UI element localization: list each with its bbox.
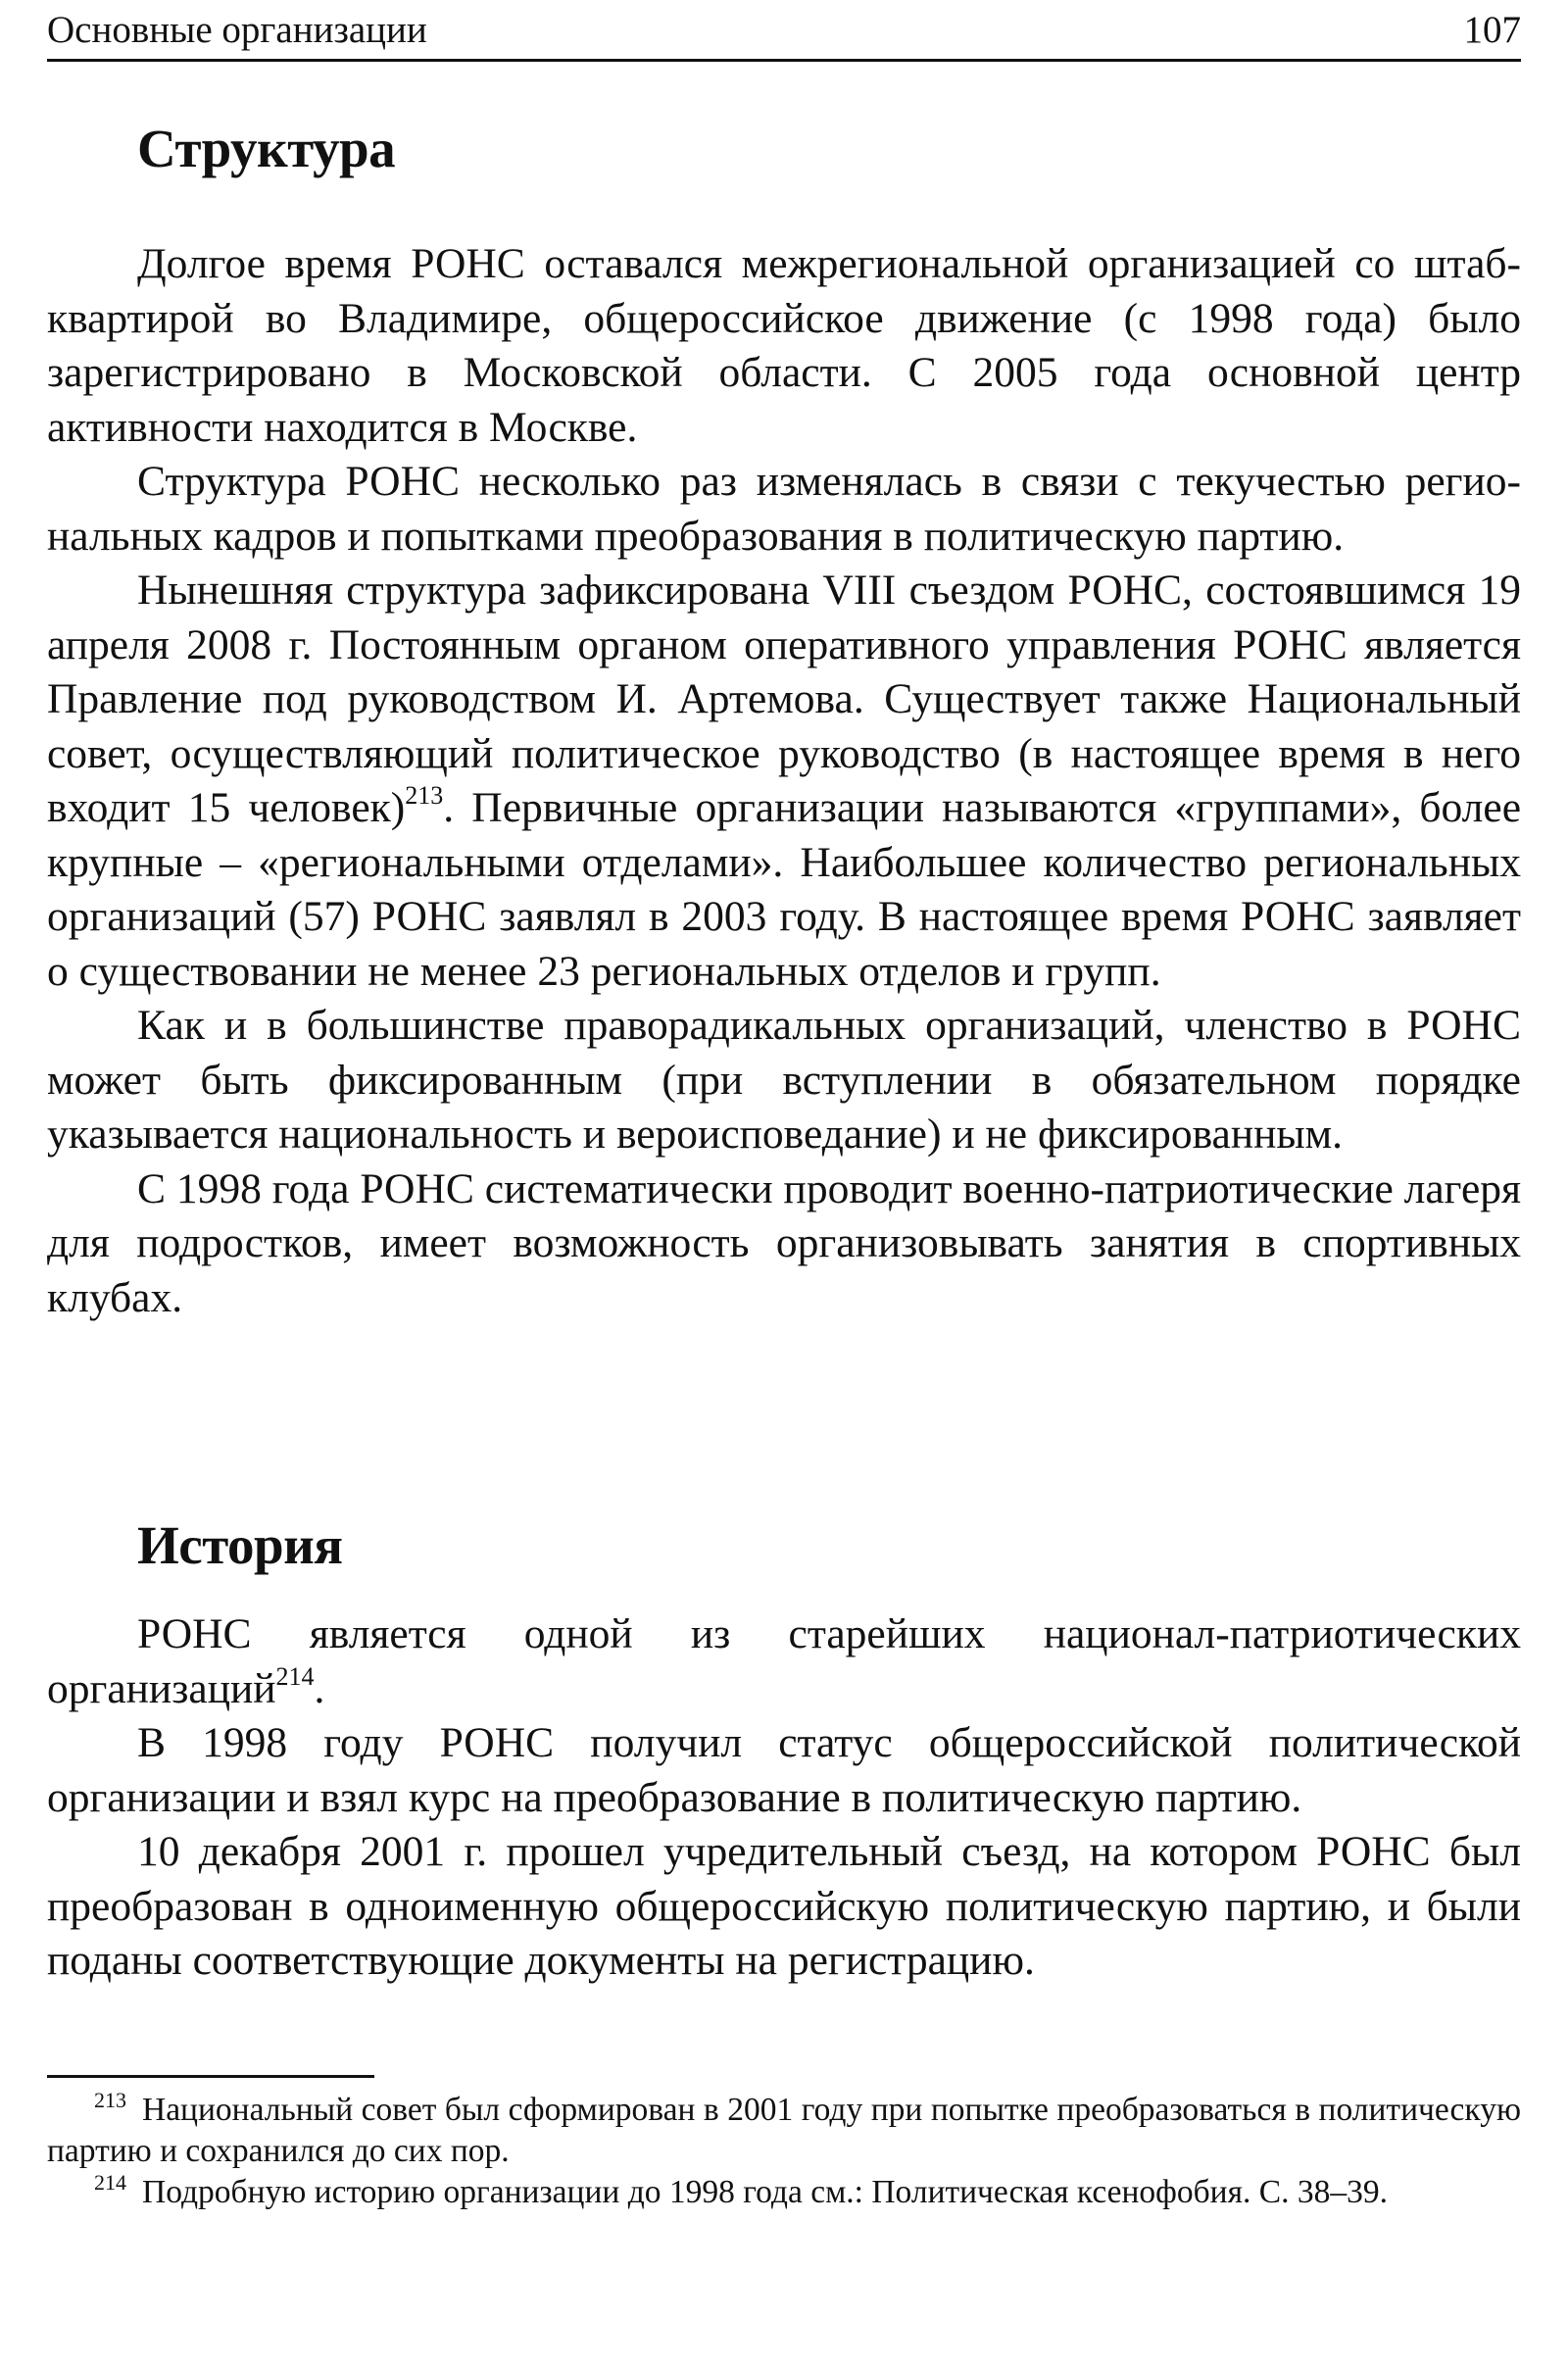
running-header [47,6,1521,62]
footnote-text: Подробную историю организации до 1998 года см.: Политическая ксенофобия. С. 38–39. [142,2174,1388,2210]
footnote-text: Национальный совет был сформирован в 2001 году при попытке преобразоваться в политическую партию и сохранился до сих пор. [47,2092,1521,2169]
footnote-214 [47,2172,1521,2213]
paragraph-text-after-ref: . [314,1664,325,1712]
book-page [47,0,1521,2370]
section-body-structure [47,237,1521,1325]
footnote-number: 214 [94,2170,126,2195]
section-heading-history: История [137,1515,343,1575]
paragraph: Как и в большинстве праворадикальных организаций, членство в РОНС может быть фиксированным (при вступлении в обязательном порядке указывается национальность и вероисповедание) и не фиксированным. [47,1002,1521,1158]
paragraph-text-after-ref: . Первичные организации называются «группами», более крупные – «региональными отделами». Наибольшее количество региональных организаций (57) РОНС заявлял в 2003 году. В настоящее время РОНС заявляет о существовании не менее 23 региональных отделов и групп. [47,784,1521,995]
paragraph-with-footnote [47,1607,1521,1716]
footnotes [47,2090,1521,2213]
section-body-history [47,1607,1521,1989]
paragraph-with-footnote [47,564,1521,999]
running-header-title: Основные организации [47,9,427,51]
paragraph-text-before-ref: РОНС является одной из старейших национал-патриотических организаций [47,1610,1521,1712]
footnote-213 [47,2090,1521,2172]
paragraph-text-before-ref: Нынешняя структура зафиксирована VIII съездом РОНС, состоявшимся 19 апреля 2008 г. Постоянным органом оперативного управления РОНС является Правление под руководством И. Артемова. Существует также Национальный совет, осуществляющий политическое руководство (в настоящее время в него входит 15 человек) [47,567,1521,831]
footnote-ref-213: 213 [405,781,444,810]
paragraph: В 1998 году РОНС получил статус общероссийской политической организации и взял курс на преобразование в политическую партию. [47,1719,1521,1821]
paragraph: С 1998 года РОНС систематически проводит военно-патриотические лагеря для подростков, имеет возможность организовывать занятия в спортивных клубах. [47,1164,1522,1321]
page-number: 107 [1463,9,1521,51]
footnote-ref-214: 214 [275,1661,315,1691]
paragraph: Структура РОНС несколько раз изменялась в связи с текучестью региональных кадров и попытками преобразования в политическую партию. [47,458,1521,560]
footnote-divider [47,2075,374,2078]
section-heading-structure: Структура [137,119,396,178]
paragraph: 10 декабря 2001 г. прошел учредительный съезд, на котором РОНС был преобразован в одноименную общероссийскую политическую партию, и были поданы соответствующие документы на регистрацию. [47,1828,1521,1984]
footnote-number: 213 [94,2088,126,2112]
paragraph: Долгое время РОНС оставался межрегиональной организацией со штаб-квартирой во Владимире, общероссийское движение (с 1998 года) было зарегистрировано в Московской области. С 2005 года основной центр активности находится в Москве. [47,240,1521,451]
